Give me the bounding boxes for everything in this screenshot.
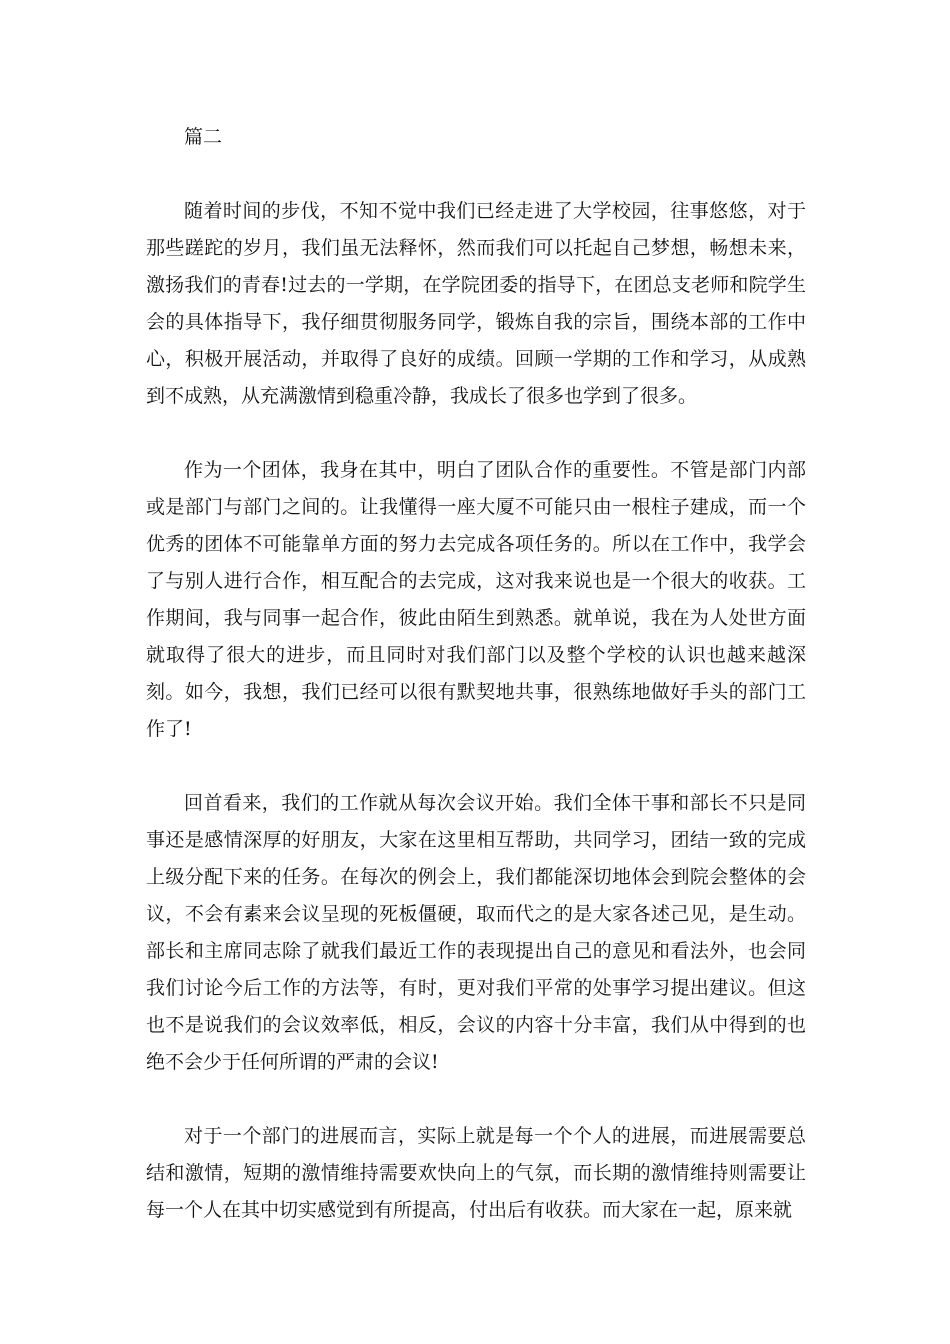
- paragraph-1: 随着时间的步伐，不知不觉中我们已经走进了大学校园，往事悠悠，对于那些蹉跎的岁月，我们虽无法释怀，然而我们可以托起自己梦想，畅想未来，激扬我们的青春!过去的一学期，在学院团委的指导下，在团总支老师和院学生会的具体指导下，我仔细贯彻服务同学，锻炼自我的宗旨，围绕本部的工作中心，积极开展活动，并取得了良好的成绩。回顾一学期的工作和学习，从成熟到不成熟，从充满激情到稳重冷静，我成长了很多也学到了很多。: [146, 200, 806, 407]
- paragraph-4: 对于一个部门的进展而言，实际上就是每一个个人的进展，而进展需要总结和激情，短期的激情维持需要欢快向上的气氛，而长期的激情维持则需要让每一个人在其中切实感觉到有所提高，付出后有收获。而大家在一起，原来就: [146, 1125, 806, 1221]
- paragraph-2: 作为一个团体，我身在其中，明白了团队合作的重要性。不管是部门内部或是部门与部门之间的。让我懂得一座大厦不可能只由一根柱子建成，而一个优秀的团体不可能靠单方面的努力去完成各项任务的。所以在工作中，我学会了与别人进行合作，相互配合的去完成，这对我来说也是一个很大的收获。工作期间，我与同事一起合作，彼此由陌生到熟悉。就单说，我在为人处世方面就取得了很大的进步，而且同时对我们部门以及整个学校的认识也越来越深刻。如今，我想，我们已经可以很有默契地共事，很熟练地做好手头的部门工作了!: [146, 459, 806, 740]
- document-body: [146, 119, 806, 1229]
- paragraph-3: 回首看来，我们的工作就从每次会议开始。我们全体干事和部长不只是同事还是感情深厚的好朋友，大家在这里相互帮助，共同学习，团结一致的完成上级分配下来的任务。在每次的例会上，我们都能深切地体会到院会整体的会议，不会有素来会议呈现的死板僵硬，取而代之的是大家各述己见，是生动。部长和主席同志除了就我们最近工作的表现提出自己的意见和看法外，也会同我们讨论今后工作的方法等，有时，更对我们平常的处事学习提出建议。但这也不是说我们的会议效率低，相反，会议的内容十分丰富，我们从中得到的也绝不会少于任何所谓的严肃的会议!: [146, 792, 806, 1073]
- section-heading: 篇二: [184, 126, 223, 148]
